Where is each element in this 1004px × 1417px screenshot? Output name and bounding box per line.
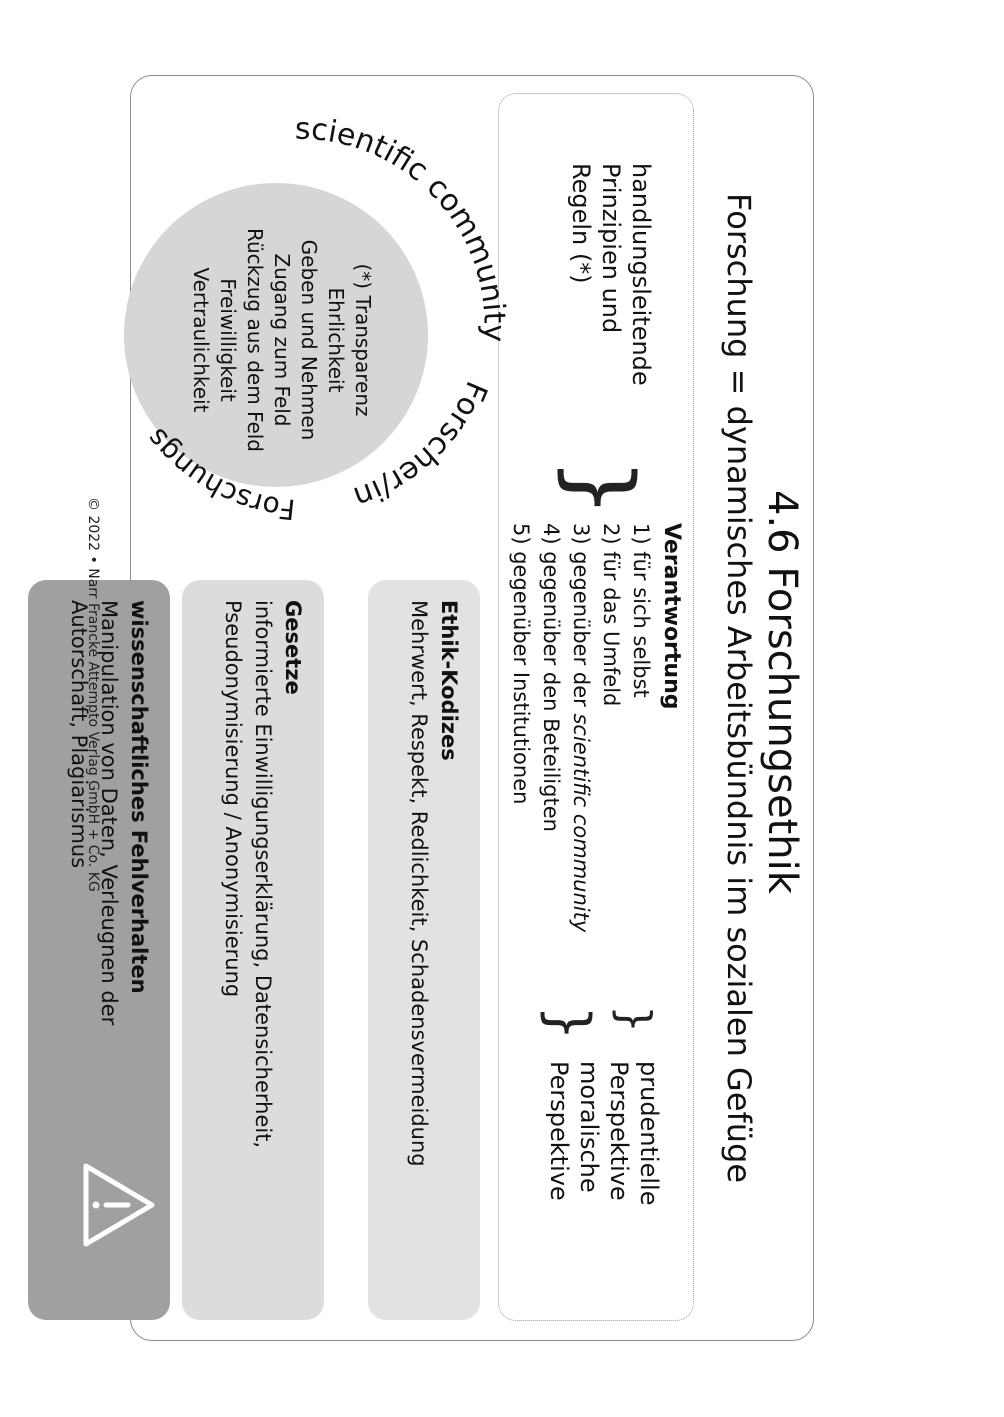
responsibility-heading: Verantwortung [659, 523, 684, 710]
circle-value: Zugang zum Feld [270, 253, 294, 427]
ethics-codes-heading: Ethik-Kodizes [437, 600, 461, 761]
page-subtitle: Forschung = dynamisches Arbeitsbündnis im sozialen Gefüge [720, 193, 758, 1184]
prudential-perspective: Perspektive [605, 1061, 633, 1201]
arc-text-right: Forscher/in [349, 376, 494, 515]
ethics-circle-diagram [130, 96, 540, 545]
misconduct-text: Autorschaft, Plagiarismus [67, 600, 91, 869]
circle-value: Vertraulichkeit [189, 267, 213, 413]
prudential-perspective: prudentielle [635, 1061, 663, 1206]
arc-text-top: scientific community [294, 111, 512, 343]
moral-perspective: Perspektive [545, 1061, 573, 1201]
curly-brace-icon: } [550, 457, 652, 519]
circle-value: (*) Transparenz [351, 263, 375, 417]
ethics-codes-text: Mehrwert, Respekt, Redlichkeit, Schadensvermeidung [407, 600, 431, 1167]
warning-icon [78, 1160, 158, 1250]
responsibility-item [566, 523, 596, 932]
responsibility-item: 5) gegenüber Institutionen [509, 523, 533, 805]
circle-value: Freiwilligkeit [216, 278, 240, 402]
circle-values [187, 195, 376, 485]
arc-text-bottom: Forschungsfeld [139, 96, 540, 527]
laws-text: Pseudonymisierung / Anonymisierung [221, 600, 245, 998]
laws-text: informierte Einwilligungserklärung, Datensicherheit, [251, 600, 275, 1149]
copyright-text: © 2022 • Narr Francke Attempto Verlag GmbH + Co. KG [85, 497, 101, 892]
laws-heading: Gesetze [281, 600, 305, 695]
curly-brace-icon: } [536, 1005, 601, 1041]
moral-perspective: moralische [575, 1061, 603, 1193]
responsibility-item: 2) für das Umfeld [599, 523, 623, 707]
principles-line: Prinzipien und [597, 163, 625, 334]
responsibility-item: 1) für sich selbst [629, 523, 653, 698]
misconduct-heading: wissenschaftliches Fehlverhalten [127, 600, 151, 994]
curly-brace-icon: } [609, 1005, 660, 1033]
page-title: 4.6 Forschungsethik [759, 490, 805, 894]
responsibility-item: 4) gegenüber den Beteiligten [539, 523, 563, 832]
principles-block [566, 163, 656, 386]
circle-value: Rückzug aus dem Feld [243, 228, 267, 452]
circle-value: Geben und Nehmen [297, 239, 321, 441]
misconduct-text: Manipulation von Daten, Verleugnen der [97, 600, 121, 1026]
laws-card [182, 580, 324, 1320]
perspectives-block [544, 1061, 664, 1205]
copyright-footer [72, 497, 102, 917]
principles-line: Regeln (*) [567, 163, 595, 284]
principles-line: handlungsleitende [627, 163, 655, 386]
circle-value: Ehrlichkeit [324, 287, 348, 393]
responsibility-item-emphasis: scientific community [569, 713, 593, 933]
responsibility-list [506, 523, 686, 932]
responsibility-item-text: 3) gegenüber der [569, 523, 593, 714]
ethics-codes-card [368, 580, 480, 1320]
